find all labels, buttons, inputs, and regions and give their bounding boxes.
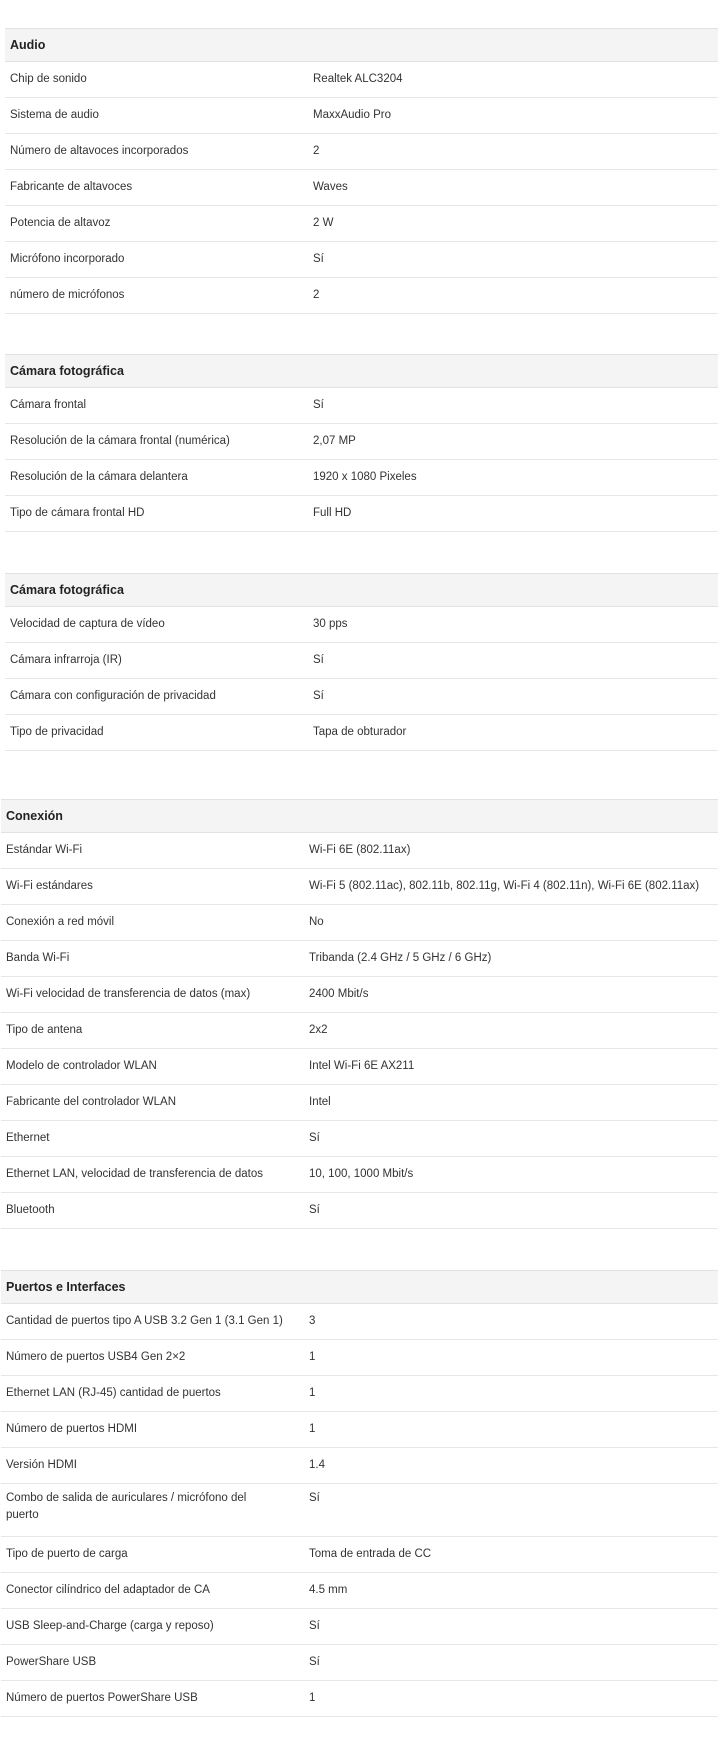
spec-label: Potencia de altavoz [10, 217, 111, 229]
spec-row [5, 134, 718, 170]
spec-row [5, 643, 718, 679]
spec-label: Tipo de cámara frontal HD [10, 507, 145, 519]
spec-label: Ethernet LAN, velocidad de transferencia de datos [6, 1168, 263, 1180]
spec-value: 2 W [313, 217, 334, 229]
spec-row [5, 278, 718, 314]
spec-value: Sí [313, 690, 324, 702]
spec-row [1, 1121, 718, 1157]
spec-row [1, 1573, 718, 1609]
spec-row [1, 1537, 718, 1573]
spec-value: 1 [309, 1387, 316, 1399]
spec-row [5, 460, 718, 496]
spec-row [5, 98, 718, 134]
spec-label: USB Sleep-and-Charge (carga y reposo) [6, 1620, 214, 1632]
spec-section-camera-privacy [5, 573, 718, 751]
spec-row [5, 496, 718, 532]
spec-section-camera [5, 354, 718, 532]
spec-value: Sí [309, 1204, 320, 1216]
spec-label: Resolución de la cámara frontal (numérica) [10, 435, 230, 447]
spec-value: Sí [309, 1492, 320, 1504]
spec-value: Realtek ALC3204 [313, 73, 403, 85]
spec-label: Número de puertos PowerShare USB [6, 1692, 198, 1704]
spec-row [1, 941, 718, 977]
spec-label: Micrófono incorporado [10, 253, 125, 265]
spec-value: 2x2 [309, 1024, 328, 1036]
spec-label: Tipo de antena [6, 1024, 83, 1036]
spec-value: Intel [309, 1096, 331, 1108]
spec-value: Tapa de obturador [313, 726, 407, 738]
spec-row [5, 607, 718, 643]
spec-value: No [309, 916, 324, 928]
spec-value: 30 pps [313, 618, 348, 630]
spec-value: Full HD [313, 507, 352, 519]
spec-row [5, 388, 718, 424]
spec-value: Toma de entrada de CC [309, 1548, 432, 1560]
spec-section-connection [1, 799, 718, 1229]
spec-value: 1 [309, 1423, 316, 1435]
spec-row [1, 833, 718, 869]
spec-label: Chip de sonido [10, 73, 87, 85]
spec-label: Cámara infrarroja (IR) [10, 654, 122, 666]
spec-value: Wi-Fi 6E (802.11ax) [309, 844, 411, 856]
spec-label: Wi-Fi velocidad de transferencia de datos (max) [6, 988, 251, 1000]
spec-label: Fabricante del controlador WLAN [6, 1096, 177, 1108]
spec-label: Número de puertos USB4 Gen 2×2 [6, 1351, 186, 1363]
spec-label: Cantidad de puertos tipo A USB 3.2 Gen 1 (3.1 Gen 1) [6, 1315, 283, 1327]
spec-label: Tipo de puerto de carga [6, 1548, 128, 1560]
spec-row [1, 1448, 718, 1484]
spec-value: MaxxAudio Pro [313, 109, 391, 121]
spec-label: Resolución de la cámara delantera [10, 471, 188, 483]
spec-value: Intel Wi-Fi 6E AX211 [309, 1060, 415, 1072]
spec-row [1, 1645, 718, 1681]
spec-row [5, 62, 718, 98]
spec-value: Sí [313, 253, 324, 265]
spec-label: Conexión a red móvil [6, 916, 115, 928]
section-title: Conexión [1, 799, 718, 833]
spec-label: Combo de salida de auriculares / micrófono del puerto [6, 1492, 247, 1521]
spec-label: Sistema de audio [10, 109, 99, 121]
spec-label: Ethernet [6, 1132, 50, 1144]
spec-row [1, 1376, 718, 1412]
spec-value: 2,07 MP [313, 435, 356, 447]
spec-label: Cámara frontal [10, 399, 87, 411]
spec-section-audio [5, 28, 718, 314]
spec-row [1, 1681, 718, 1717]
spec-value: 2 [313, 145, 320, 157]
section-title: Audio [5, 28, 718, 62]
spec-value: 1.4 [309, 1459, 325, 1471]
spec-value: Sí [309, 1656, 320, 1668]
spec-row [5, 715, 718, 751]
spec-value: Sí [309, 1132, 320, 1144]
spec-row [1, 905, 718, 941]
spec-value: 1920 x 1080 Pixeles [313, 471, 417, 483]
spec-row [1, 977, 718, 1013]
spec-value: 10, 100, 1000 Mbit/s [309, 1168, 414, 1180]
spec-row [1, 1013, 718, 1049]
spec-row [5, 242, 718, 278]
spec-row [5, 206, 718, 242]
spec-label: Wi-Fi estándares [6, 880, 93, 892]
spec-label: Velocidad de captura de vídeo [10, 618, 165, 630]
spec-value: 2400 Mbit/s [309, 988, 369, 1000]
section-title: Cámara fotográfica [5, 573, 718, 607]
spec-row [1, 1412, 718, 1448]
spec-row [5, 679, 718, 715]
spec-row [1, 1157, 718, 1193]
section-title: Puertos e Interfaces [1, 1270, 718, 1304]
spec-label: Conector cilíndrico del adaptador de CA [6, 1584, 210, 1596]
spec-value: 2 [313, 289, 320, 301]
spec-row [1, 1193, 718, 1229]
spec-label: Versión HDMI [6, 1459, 77, 1471]
spec-row [1, 1085, 718, 1121]
spec-row [1, 1484, 718, 1537]
spec-value: 1 [309, 1692, 316, 1704]
spec-value: Sí [313, 654, 324, 666]
spec-label: Banda Wi-Fi [6, 952, 70, 964]
spec-value: Sí [309, 1620, 320, 1632]
spec-row [1, 1049, 718, 1085]
spec-label: Tipo de privacidad [10, 726, 104, 738]
spec-label: Cámara con configuración de privacidad [10, 690, 216, 702]
spec-row [5, 170, 718, 206]
spec-row [5, 424, 718, 460]
spec-label: número de micrófonos [10, 289, 125, 301]
spec-value: 1 [309, 1351, 316, 1363]
spec-value: Tribanda (2.4 GHz / 5 GHz / 6 GHz) [309, 952, 492, 964]
spec-value: Wi-Fi 5 (802.11ac), 802.11b, 802.11g, Wi-Fi 4 (802.11n), Wi-Fi 6E (802.11ax) [309, 880, 700, 892]
spec-value: 4.5 mm [309, 1584, 348, 1596]
spec-value: Waves [313, 181, 348, 193]
spec-row [1, 869, 718, 905]
spec-value: Sí [313, 399, 324, 411]
section-title: Cámara fotográfica [5, 354, 718, 388]
spec-row [1, 1304, 718, 1340]
spec-row [1, 1340, 718, 1376]
spec-label: Estándar Wi-Fi [6, 844, 83, 856]
spec-label: Modelo de controlador WLAN [6, 1060, 157, 1072]
spec-label: Fabricante de altavoces [10, 181, 133, 193]
spec-label: Ethernet LAN (RJ-45) cantidad de puertos [6, 1387, 221, 1399]
spec-label: Número de puertos HDMI [6, 1423, 138, 1435]
spec-value: 3 [309, 1315, 316, 1327]
spec-row [1, 1609, 718, 1645]
spec-section-ports [1, 1270, 718, 1717]
spec-label: Número de altavoces incorporados [10, 145, 189, 157]
spec-label: PowerShare USB [6, 1656, 97, 1668]
spec-label: Bluetooth [6, 1204, 55, 1216]
